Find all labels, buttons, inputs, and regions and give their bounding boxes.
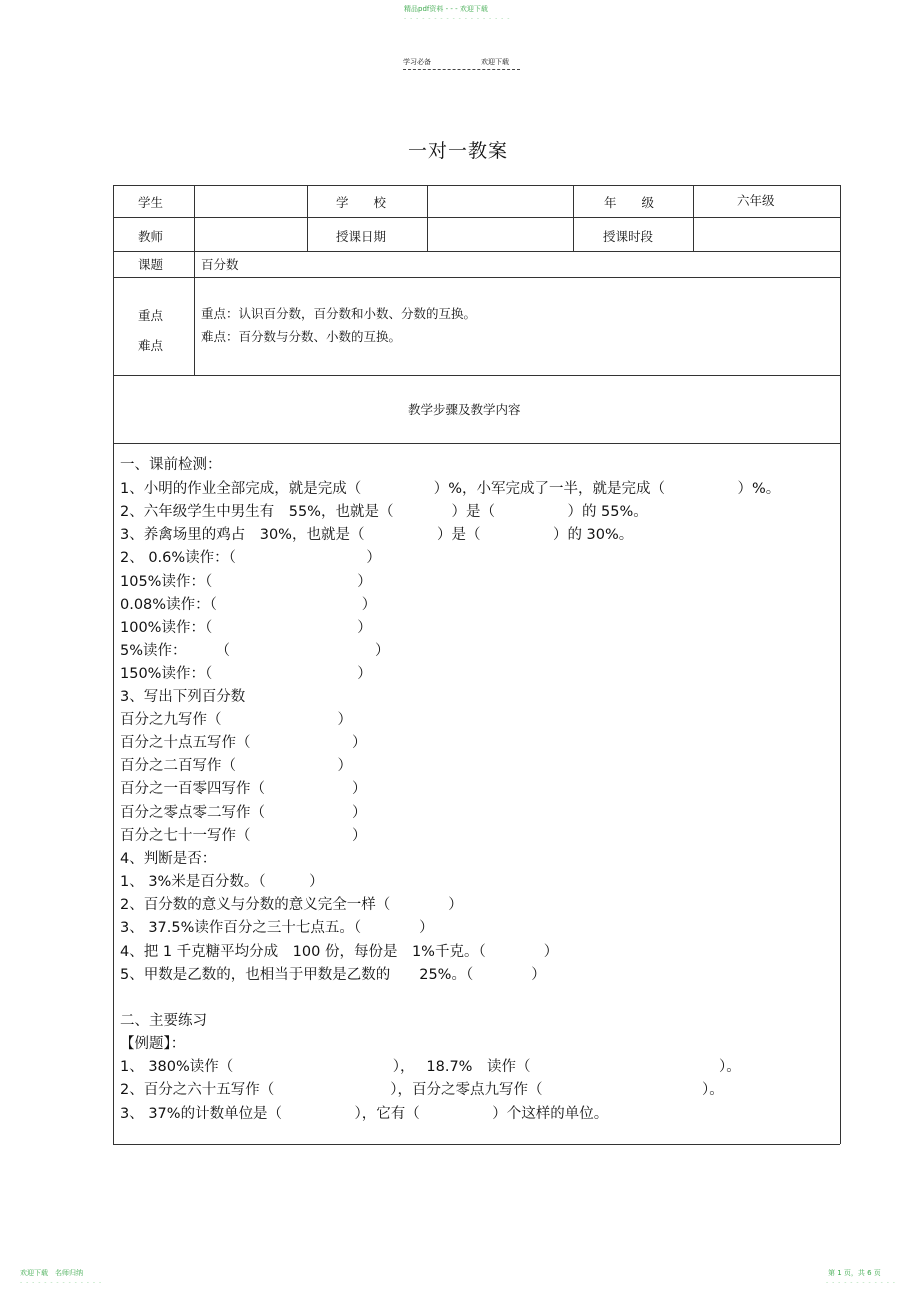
question-line: 2、 0.6%读作：（ ） [120,550,381,566]
question-line: 百分之七十一写作（ ） [120,828,367,844]
question-line: 150%读作：（ ） [120,666,372,682]
topic-value: 百分数 [201,257,239,272]
example-heading: 【例题】： [120,1036,186,1052]
question-line: 105%读作：（ ） [120,574,372,590]
question-line: 百分之九写作（ ） [120,712,352,728]
student-label: 学生 [138,195,164,210]
question-line: 百分之零点零二写作（ ） [120,805,367,821]
section-heading: 4、判断是否： [120,851,217,867]
question-line: 百分之十点五写作（ ） [120,735,367,751]
difficulty-text: 难点：百分数与分数、小数的互换。 [201,329,402,344]
top-watermark-dots: - - - - - - - - - - - - - - - - - - [404,15,511,22]
question-line: 100%读作：（ ） [120,620,372,636]
focus-text: 重点：认识百分数，百分数和小数、分数的互换。 [201,306,477,321]
page-title: 一对一教案 [408,140,509,162]
question-line: 3、养禽场里的鸡占 30%，也就是（ ）是（ ）的 30%。 [120,527,634,543]
footer-left: 欢迎下载 名师归纳 [20,1269,83,1277]
subtitle-underline [403,69,520,70]
question-line: 5、甲数是乙数的，也相当于甲数是乙数的 25%。（ ） [120,967,546,983]
question-line: 0.08%读作：（ ） [120,597,377,613]
question-line: 2、六年级学生中男生有 55%，也就是（ ）是（ ）的 55%。 [120,504,648,520]
subtitle-left: 学习必备 [403,58,431,66]
grade-label: 年 级 [604,195,655,210]
steps-heading: 教学步骤及教学内容 [408,402,521,417]
grade-value: 六年级 [737,193,775,208]
question-line: 2、百分之六十五写作（ ），百分之零点九写作（ ）。 [120,1082,724,1098]
question-line: 1、小明的作业全部完成，就是完成（ ）%，小军完成了一半，就是完成（ ）%。 [120,481,781,497]
section-pretest-heading: 一、课前检测： [120,457,222,473]
focus-label: 重点 [138,308,164,323]
school-label: 学 校 [336,195,387,210]
date-label: 授课日期 [336,229,387,244]
footer-right-dots: - - - - - - - - - - - - [826,1279,896,1286]
topic-label: 课题 [138,257,164,272]
section-practice-heading: 二、主要练习 [120,1013,207,1029]
section-heading: 3、写出下列百分数 [120,689,246,705]
question-line: 3、 37%的计数单位是（ ），它有（ ）个这样的单位。 [120,1106,609,1122]
period-label: 授课时段 [603,229,654,244]
question-line: 5%读作： （ ） [120,643,390,659]
teacher-label: 教师 [138,229,164,244]
page-indicator: 第 1 页，共 6 页 [828,1269,881,1277]
question-line: 4、把 1 千克糖平均分成 100 份，每份是 1%千克。（ ） [120,944,559,960]
subtitle-right: 欢迎下载 [481,58,509,66]
question-line: 百分之一百零四写作（ ） [120,781,367,797]
question-line: 3、 37.5%读作百分之三十七点五。（ ） [120,920,434,936]
question-line: 百分之二百写作（ ） [120,758,352,774]
footer-left-dots: - - - - - - - - - - - - - - [20,1279,103,1286]
question-line: 1、 3%米是百分数。（ ） [120,874,324,890]
top-watermark: 精品pdf资料 - - - 欢迎下载 [404,5,488,13]
question-line: 1、 380%读作（ ）， 18.7% 读作（ ）。 [120,1059,741,1075]
difficulty-label: 难点 [138,338,164,353]
question-line: 2、百分数的意义与分数的意义完全一样（ ） [120,897,463,913]
